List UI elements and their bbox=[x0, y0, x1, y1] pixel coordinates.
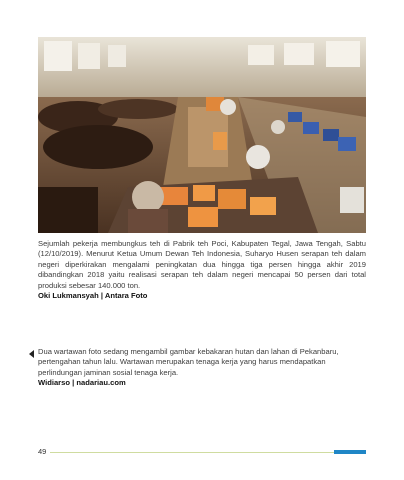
photo-caption-top bbox=[38, 239, 366, 301]
caption-pointer-left-icon bbox=[29, 350, 34, 358]
caption-bottom-text: Dua wartawan foto sedang mengambil gambar kebakaran hutan dan lahan di Pekanbaru, pertengahan tahun lalu. Wartawan merupakan tenaga kerja yang harus mendapatkan perlindungan jaminan sosial tenaga kerja. bbox=[38, 347, 339, 377]
footer-divider bbox=[50, 452, 334, 453]
footer-accent-bar bbox=[334, 450, 366, 454]
caption-bottom-credit: Widiarso | nadariau.com bbox=[38, 378, 126, 388]
page-number: 49 bbox=[38, 447, 47, 456]
factory-scene-illustration bbox=[38, 37, 366, 233]
caption-top-text: Sejumlah pekerja membungkus teh di Pabrik teh Poci, Kabupaten Tegal, Jawa Tengah, Sabtu (12/10/2019). Menurut Ketua Umum Dewan Teh Indonesia, Suharyo Husen serapan teh dalam negeri diperkirakan mengalami peningkatan dua hingga tiga persen hingga akhir 2019 dibandingkan 2018 yaitu realisasi serapan teh dalam negeri mencapai 50 persen dari total produksi sebesar 140.000 ton. bbox=[38, 239, 366, 290]
photo-caption-bottom bbox=[38, 347, 366, 389]
factory-workers-photo bbox=[38, 37, 366, 233]
caption-top-credit: Oki Lukmansyah | Antara Foto bbox=[38, 291, 148, 301]
